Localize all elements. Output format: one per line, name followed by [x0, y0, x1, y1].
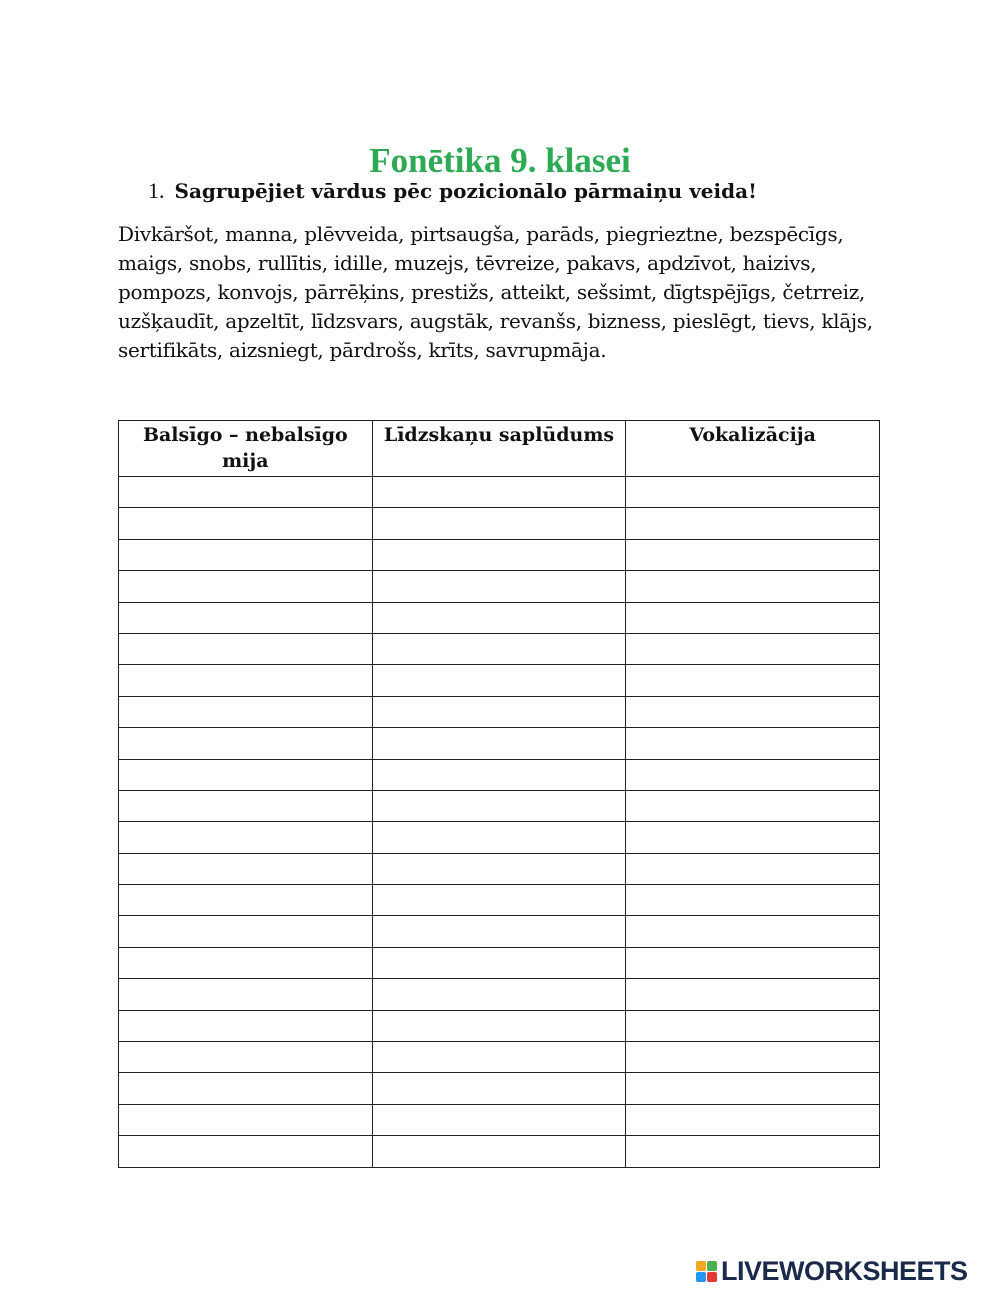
answer-cell[interactable]	[372, 790, 626, 821]
answer-cell[interactable]	[119, 790, 373, 821]
answer-cell[interactable]	[372, 947, 626, 978]
table-row	[119, 885, 880, 916]
table-row	[119, 696, 880, 727]
answer-cell[interactable]	[626, 947, 880, 978]
task-number: 1.	[148, 178, 165, 203]
logo-square	[707, 1261, 717, 1271]
answer-cell[interactable]	[626, 1042, 880, 1073]
table-body	[119, 477, 880, 1168]
answer-cell[interactable]	[372, 822, 626, 853]
answer-cell[interactable]	[626, 790, 880, 821]
answer-cell[interactable]	[626, 1136, 880, 1167]
answer-cell[interactable]	[626, 853, 880, 884]
table-row	[119, 947, 880, 978]
logo-square	[696, 1261, 706, 1271]
table-row	[119, 979, 880, 1010]
answer-cell[interactable]	[119, 508, 373, 539]
logo-square	[696, 1272, 706, 1282]
answer-cell[interactable]	[119, 602, 373, 633]
answer-cell[interactable]	[119, 1042, 373, 1073]
word-line: Divkāršot, manna, plēvveida, pirtsaugša, parāds, piegrieztne, bezspēcīgs,	[118, 222, 844, 246]
answer-cell[interactable]	[119, 1073, 373, 1104]
answer-cell[interactable]	[626, 602, 880, 633]
table-row	[119, 1042, 880, 1073]
answer-cell[interactable]	[626, 759, 880, 790]
table-row	[119, 822, 880, 853]
answer-cell[interactable]	[626, 665, 880, 696]
answer-cell[interactable]	[119, 539, 373, 570]
answer-cell[interactable]	[626, 885, 880, 916]
table-row	[119, 853, 880, 884]
answer-cell[interactable]	[626, 633, 880, 664]
table-row	[119, 633, 880, 664]
answer-cell[interactable]	[372, 1104, 626, 1135]
answer-cell[interactable]	[626, 1104, 880, 1135]
logo-text: LIVEWORKSHEETS	[721, 1255, 968, 1286]
page-title: Fonētika 9. klasei	[369, 141, 631, 181]
table-row	[119, 665, 880, 696]
answer-cell[interactable]	[372, 508, 626, 539]
answer-cell[interactable]	[119, 696, 373, 727]
answer-cell[interactable]	[119, 979, 373, 1010]
answer-cell[interactable]	[626, 508, 880, 539]
table-row	[119, 759, 880, 790]
answer-cell[interactable]	[119, 853, 373, 884]
answer-cell[interactable]	[372, 728, 626, 759]
answer-cell[interactable]	[372, 759, 626, 790]
liveworksheets-logo	[696, 1256, 968, 1286]
word-line: pompozs, konvojs, pārrēķins, prestižs, atteikt, sešsimt, dīgtspējīgs, četrreiz,	[118, 280, 865, 304]
table-row	[119, 1104, 880, 1135]
answer-cell[interactable]	[626, 1010, 880, 1041]
table-row	[119, 477, 880, 508]
word-line: maigs, snobs, rullītis, idille, muzejs, tēvreize, pakavs, apdzīvot, haizivs,	[118, 251, 817, 275]
answer-cell[interactable]	[372, 1136, 626, 1167]
answer-cell[interactable]	[626, 571, 880, 602]
answer-cell[interactable]	[119, 822, 373, 853]
answer-cell[interactable]	[372, 602, 626, 633]
header-consonant-merging: Līdzskaņu saplūdums	[372, 421, 626, 477]
header-vocalization: Vokalizācija	[626, 421, 880, 477]
answer-cell[interactable]	[119, 1136, 373, 1167]
answer-cell[interactable]	[626, 696, 880, 727]
answer-cell[interactable]	[119, 916, 373, 947]
task-text: Sagrupējiet vārdus pēc pozicionālo pārmaiņu veida!	[174, 179, 757, 203]
answer-cell[interactable]	[119, 885, 373, 916]
answer-cell[interactable]	[372, 477, 626, 508]
word-line: uzšķaudīt, apzeltīt, līdzsvars, augstāk, revanšs, bizness, pieslēgt, tievs, klājs,	[118, 309, 873, 333]
answer-cell[interactable]	[119, 633, 373, 664]
header-voicing-alternation: Balsīgo – nebalsīgo mija	[119, 421, 373, 477]
table-row	[119, 790, 880, 821]
table-row	[119, 1010, 880, 1041]
answer-cell[interactable]	[119, 1010, 373, 1041]
answer-cell[interactable]	[119, 1104, 373, 1135]
answer-cell[interactable]	[119, 728, 373, 759]
answer-cell[interactable]	[119, 571, 373, 602]
logo-square	[707, 1272, 717, 1282]
answer-cell[interactable]	[372, 1010, 626, 1041]
word-list	[118, 220, 888, 365]
word-line: sertifikāts, aizsniegt, pārdrošs, krīts, savrupmāja.	[118, 338, 607, 362]
table-row	[119, 539, 880, 570]
answer-cell[interactable]	[119, 947, 373, 978]
answer-cell[interactable]	[372, 539, 626, 570]
grouping-table	[118, 420, 880, 1168]
answer-cell[interactable]	[372, 665, 626, 696]
answer-cell[interactable]	[626, 916, 880, 947]
answer-cell[interactable]	[372, 1073, 626, 1104]
answer-cell[interactable]	[626, 979, 880, 1010]
logo-icon	[696, 1261, 717, 1282]
table-row	[119, 728, 880, 759]
table-row	[119, 508, 880, 539]
answer-cell[interactable]	[372, 696, 626, 727]
table-row	[119, 1073, 880, 1104]
answer-cell[interactable]	[372, 885, 626, 916]
answer-cell[interactable]	[119, 665, 373, 696]
answer-cell[interactable]	[626, 539, 880, 570]
answer-cell[interactable]	[372, 916, 626, 947]
answer-cell[interactable]	[372, 979, 626, 1010]
answer-cell[interactable]	[119, 759, 373, 790]
table-row	[119, 571, 880, 602]
answer-cell[interactable]	[626, 477, 880, 508]
table-row	[119, 916, 880, 947]
answer-cell[interactable]	[119, 477, 373, 508]
table-row	[119, 602, 880, 633]
answer-cell[interactable]	[372, 571, 626, 602]
answer-cell[interactable]	[626, 728, 880, 759]
answer-cell[interactable]	[626, 1073, 880, 1104]
task-instruction	[148, 178, 757, 204]
answer-cell[interactable]	[626, 822, 880, 853]
answer-cell[interactable]	[372, 633, 626, 664]
table-row	[119, 1136, 880, 1167]
answer-cell[interactable]	[372, 853, 626, 884]
answer-cell[interactable]	[372, 1042, 626, 1073]
table-header-row	[119, 421, 880, 477]
